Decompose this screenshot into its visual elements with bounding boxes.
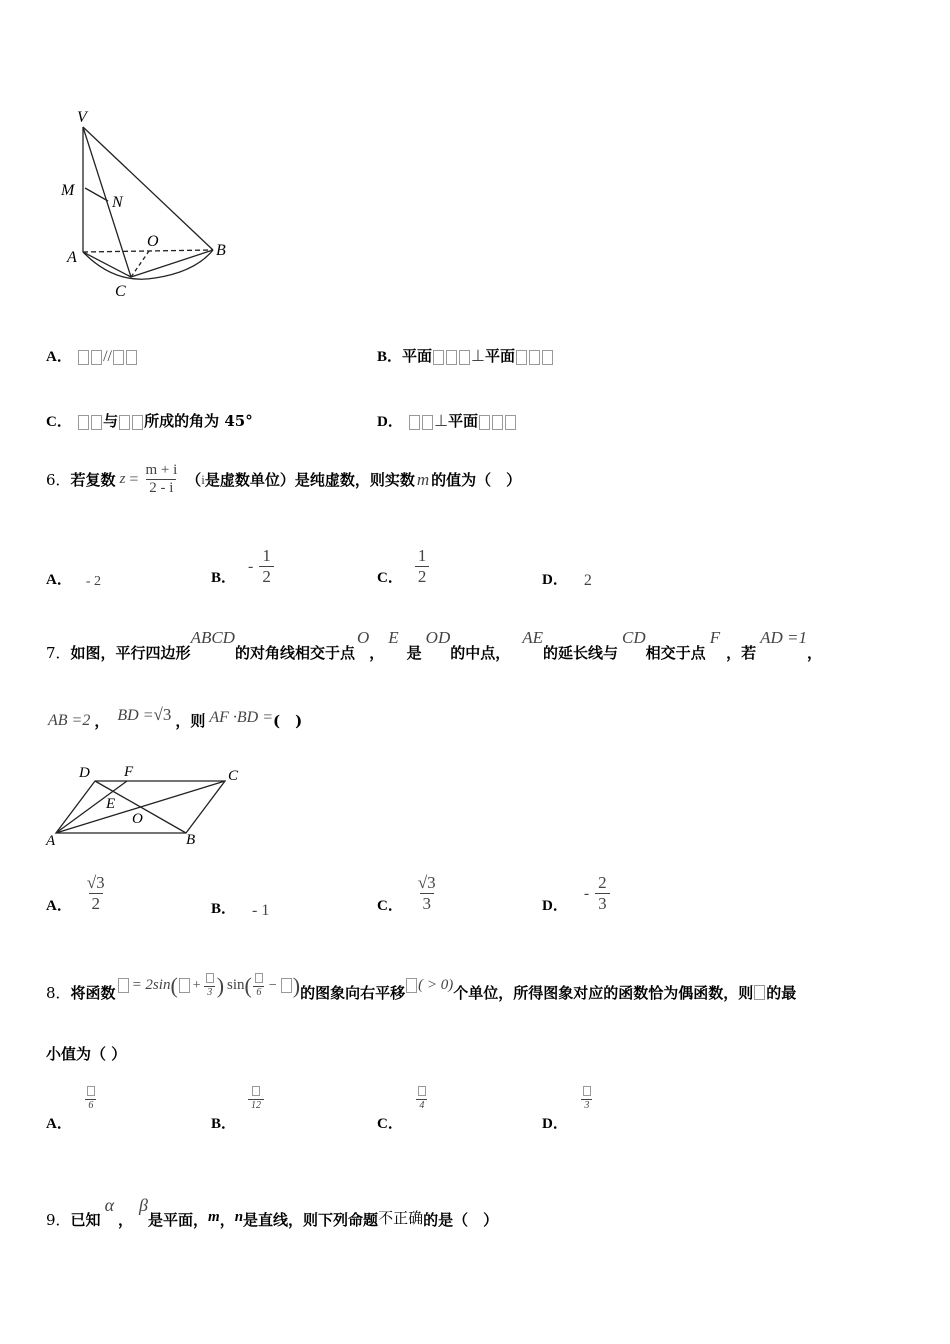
question-8-line-2: 小值为（ ） [46, 1045, 127, 1063]
q6-option-c[interactable]: C． $\frac{1}{2}$ [377, 546, 429, 587]
label-V: V [77, 109, 87, 126]
label-D: D [79, 765, 90, 781]
q8-option-b[interactable]: B． 12 [211, 1082, 264, 1133]
label-F: F [124, 764, 134, 780]
q7-option-b[interactable]: B． - 1 [211, 900, 270, 919]
label-M: M [61, 182, 75, 199]
label-C: C [115, 283, 126, 300]
q5-option-d[interactable]: D． ⊥平面 [377, 410, 517, 431]
label-B: B [216, 242, 226, 259]
question-9: 9． 已知 α ， β 是平面， m ， n 是直线，则下列命题 不正确 的是（ ） [46, 1195, 499, 1229]
question-7-line-1: 7． 如图，平行四边形 ABCD 的对角线相交于点 O ， E 是 OD 的中点， AE 的延长线与 CD 相交于点 F ，若 AD =1 ， [46, 628, 822, 662]
q6-option-a[interactable]: A． - 2 [46, 571, 102, 589]
q8-option-d[interactable]: D． 3 [542, 1082, 594, 1133]
label-B: B [186, 832, 196, 848]
label-C: C [228, 768, 239, 784]
q8-option-a[interactable]: A． 6 [46, 1082, 98, 1133]
q5-option-b[interactable]: B．平面 ⊥平面 [377, 345, 554, 366]
parallelogram-figure [40, 760, 250, 852]
question-6: 6． 若复数 z = $\frac{m + i}{2 - i}$ （ i 是虚数单位）是纯虚数，则实数 m 的值为（ ） [46, 462, 522, 496]
label-E: E [106, 796, 116, 812]
q5-option-a[interactable]: A． // [46, 345, 138, 366]
q7-option-c[interactable]: C． $\frac{√3}{3}$ [377, 873, 436, 914]
q7-option-a[interactable]: A． $\frac{√3}{2}$ [46, 873, 105, 914]
question-8-line-1: 8． 将函数 = 2sin ( + 3 ) sin ( 6 − ) 的图象向右平移 ( > 0) 个单位，所得图象对应的函数恰为偶函数，则 的最 [46, 972, 797, 1002]
question-7-line-2: AB =2 ， BD = √3 ，则 AF ·BD = ( ) [48, 704, 303, 730]
label-O: O [147, 233, 159, 250]
label-A: A [67, 249, 77, 266]
label-N: N [112, 194, 123, 211]
label-O: O [132, 811, 143, 827]
q7-option-d[interactable]: D． - $\frac{2}{3}$ [542, 872, 610, 915]
cone-figure [55, 100, 255, 305]
q8-option-c[interactable]: C． 4 [377, 1082, 429, 1133]
label-A: A [46, 833, 56, 849]
q6-option-b[interactable]: B． - $\frac{1}{2}$ [211, 546, 274, 587]
q6-option-d[interactable]: D． 2 [542, 571, 592, 589]
q5-option-c[interactable]: C． 与 所成的角为 45° [46, 412, 253, 430]
